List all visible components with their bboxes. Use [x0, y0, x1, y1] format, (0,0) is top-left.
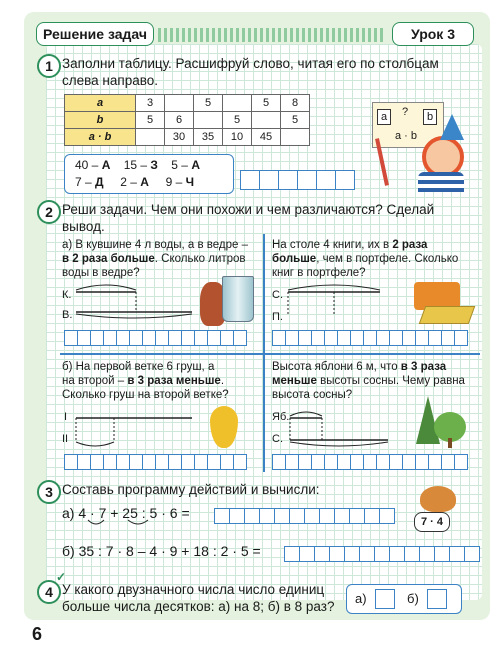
answer-cells-books[interactable] — [272, 330, 467, 346]
task2-trees-text: Высота яблони 6 м, что в 3 раза меньше высоты сосны. Чему равна высота сосны? — [272, 361, 465, 401]
table-cell[interactable]: 5 — [223, 112, 252, 129]
table-cell[interactable]: 3 — [136, 95, 165, 112]
answer-b-cell[interactable] — [427, 589, 447, 609]
answer-cells-expr-b[interactable] — [284, 546, 479, 562]
answer-cells-a[interactable] — [64, 330, 246, 346]
task2-text-line1: Реши задачи. Чем они похожи и чем различаются? Сделай — [62, 202, 435, 217]
diagram-label-ii: II — [62, 433, 69, 445]
code-row-2: 7 – Д 2 – А 9 – Ч — [75, 175, 195, 189]
cat-speech-bubble: 7 · 4 — [414, 512, 450, 532]
action-order-arcs — [86, 518, 196, 530]
table-cell[interactable]: 5 — [252, 95, 281, 112]
diagram-label-s: С. — [272, 289, 283, 301]
section-title: Решение задач — [36, 22, 154, 46]
table-cell[interactable] — [165, 95, 194, 112]
table-cell[interactable] — [223, 95, 252, 112]
segment-diagram-books — [286, 280, 386, 324]
page-number: 6 — [32, 624, 43, 644]
task-number-2: 2 — [37, 200, 61, 224]
row-label: a — [65, 95, 136, 112]
segment-diagram-trees — [288, 404, 398, 450]
diagram-label-s2: С. — [272, 433, 283, 445]
table-cell[interactable]: 6 — [165, 112, 194, 129]
lesson-label: Урок 3 — [392, 22, 474, 46]
table-cell[interactable] — [252, 112, 281, 129]
quadrant-divider-top — [60, 234, 480, 236]
task2b-text: б) На первой ветке 6 груш, а на второй – в 3 раза меньше. Сколько груш на второй ветке? — [62, 361, 229, 401]
row-label: a · b — [65, 129, 136, 146]
task1-text-line1: Заполни таблицу. Расшифруй слово, читая его по столбцам — [62, 56, 439, 71]
task1-table — [64, 94, 310, 146]
table-cell[interactable]: 5 — [281, 112, 310, 129]
header-stripes — [158, 28, 384, 42]
table-cell[interactable] — [194, 112, 223, 129]
task3-text: Составь программу действий и вычисли: — [62, 482, 320, 497]
table-cell[interactable]: 45 — [252, 129, 281, 146]
books-and-briefcase-illustration — [404, 274, 474, 328]
table-cell[interactable]: 5 — [136, 112, 165, 129]
task4-line2: больше числа десятков: а) на 8; б) в 8 раз? — [62, 599, 335, 614]
expression-b: б) 35 : 7 · 8 – 4 · 9 + 18 : 2 · 5 = — [62, 543, 261, 559]
table-row — [65, 129, 310, 146]
jug-and-bucket-illustration — [196, 272, 256, 328]
row-label: b — [65, 112, 136, 129]
task2-text-line2: вывод. — [62, 219, 105, 234]
task2-books-text: На столе 4 книги, их в 2 раза больше, чем в портфеле. Сколько книг в портфеле? — [272, 239, 459, 279]
answer-cells-pears[interactable] — [64, 454, 246, 470]
decode-answer-cells[interactable] — [240, 170, 354, 190]
expression-a: а) 4 · 7 + 25 : 5 · 6 = — [62, 505, 190, 521]
board: a ? b a · b — [372, 102, 444, 148]
task1-text-line2: слева направо. — [62, 73, 158, 88]
segment-diagram-a — [74, 280, 194, 320]
quadrant-divider-horizontal — [60, 353, 480, 355]
boy-with-board-illustration — [372, 98, 482, 194]
diagram-label-yab: Яб. — [272, 411, 290, 423]
answer-a-label: а) — [355, 591, 367, 606]
table-cell[interactable]: 30 — [165, 129, 194, 146]
answer-cells-expr-a[interactable] — [214, 508, 394, 524]
task4-answer-box — [346, 584, 462, 614]
diagram-label-i: I — [64, 411, 68, 423]
answer-cells-trees[interactable] — [272, 454, 467, 470]
cat-illustration — [420, 486, 456, 512]
trees-illustration — [408, 390, 468, 450]
star-mark-icon: ✓ — [56, 570, 67, 584]
diagram-label-p: П. — [272, 311, 283, 323]
answer-b-label: б) — [407, 591, 419, 606]
task-number-1: 1 — [37, 54, 61, 78]
table-cell[interactable] — [281, 129, 310, 146]
task2a-text: а) В кувшине 4 л воды, а в ведре – в 2 раза больше. Сколько литров воды в ведре? — [62, 239, 248, 279]
segment-diagram-pears — [74, 404, 194, 448]
table-cell[interactable]: 5 — [194, 95, 223, 112]
table-cell[interactable]: 8 — [281, 95, 310, 112]
table-cell[interactable] — [136, 129, 165, 146]
diagram-label-k: К. — [62, 289, 72, 301]
diagram-label-v: В. — [62, 309, 73, 321]
code-key-box — [64, 154, 234, 194]
party-hat-icon — [440, 114, 464, 140]
table-cell[interactable]: 35 — [194, 129, 223, 146]
answer-a-cell[interactable] — [375, 589, 395, 609]
table-row — [65, 95, 310, 112]
boy-shirt — [418, 172, 464, 192]
table-cell[interactable]: 10 — [223, 129, 252, 146]
code-row-1: 40 – А 15 – З 5 – А — [75, 158, 200, 172]
task-number-4: 4 — [37, 580, 61, 604]
task4-line1: У какого двузначного числа число единиц — [62, 582, 325, 597]
task-number-3: 3 — [37, 480, 61, 504]
table-row — [65, 112, 310, 129]
